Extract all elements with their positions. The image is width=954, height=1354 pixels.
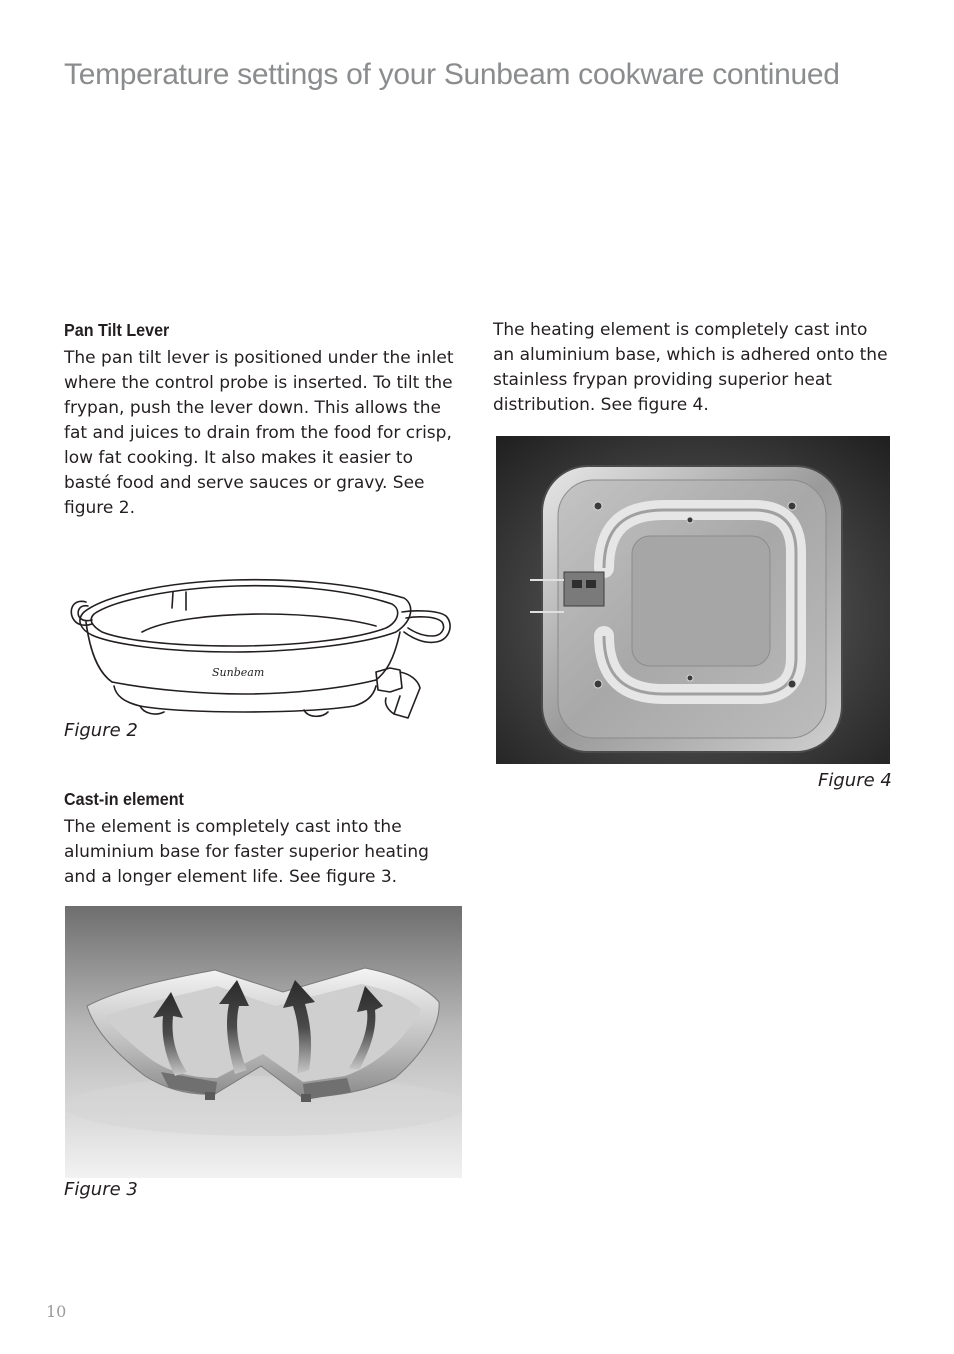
figure-4-caption: Figure 4 <box>818 770 892 791</box>
figure-3-caption: Figure 3 <box>64 1179 138 1200</box>
pan-tilt-body: The pan tilt lever is positioned under the inlet where the control probe is inserted. To tilt the frypan, push the lever down. This allows the fat and juices to drain from the food for crisp, low fat cooking. It also makes it easier to basté food and serve sauces or gravy. See figure 2. <box>64 348 454 518</box>
frypan-illustration-icon <box>64 568 464 728</box>
page-title: Temperature settings of your Sunbeam cookware continued <box>64 58 840 91</box>
figure-4-frypan-base-photo <box>496 436 890 764</box>
cast-element-cutaway-icon <box>65 906 462 1178</box>
page-number: 10 <box>46 1302 67 1321</box>
figure-2-caption: Figure 2 <box>64 720 138 741</box>
sunbeam-logo: Sunbeam <box>212 666 265 679</box>
figure-3-cast-element-photo <box>65 906 462 1178</box>
figure-2-frypan-illustration <box>64 568 464 728</box>
frypan-base-element-icon <box>496 436 890 764</box>
pan-tilt-heading: Pan Tilt Lever <box>64 320 170 340</box>
heating-element-body: The heating element is completely cast into an aluminium base, which is adhered onto the stainless frypan providing superior heat distribution. See figure 4. <box>493 320 888 415</box>
cast-in-body: The element is completely cast into the aluminium base for faster superior heating and a longer element life. See figure 3. <box>64 817 429 887</box>
cast-in-heading: Cast-in element <box>64 789 184 809</box>
